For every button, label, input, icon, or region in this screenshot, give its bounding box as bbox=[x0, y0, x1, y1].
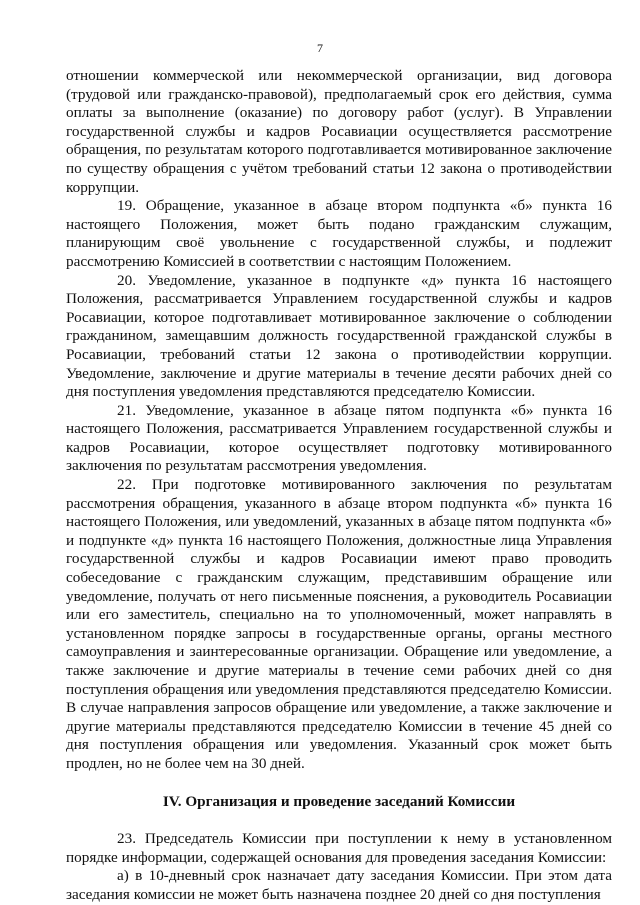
paragraph-19: 19. Обращение, указанное в абзаце втором подпункта «б» пункта 16 настоящего Положения, может быть подано гражданским служащим, планирующим своё увольнение с государственной службы, и подлежит рассмотрению Комиссией в соответствии с настоящим Положением. bbox=[66, 197, 612, 270]
paragraph-21: 21. Уведомление, указанное в абзаце пятом подпункта «б» пункта 16 настоящего Положения, рассматривается Управлением государственной службы и кадров Росавиации, которое осуществляет подготовку мотивированного заключения по результатам рассмотрения уведомления. bbox=[66, 401, 612, 475]
paragraph-23-a: а) в 10-дневный срок назначает дату заседания Комиссии. При этом дата заседания комиссии не может быть назначена позднее 20 дней со дня поступления bbox=[66, 867, 612, 903]
page-number: 7 bbox=[317, 41, 323, 55]
paragraph-18-continuation: отношении коммерческой или некоммерческой организации, вид договора (трудовой или гражданско-правовой), предполагаемый срок его действия, сумма оплаты за выполнение (оказание) по договору работ (услуг). В Управлении государственной службы и кадров Росавиации осуществляется рассмотрение обращения, по результатам которого подготавливается мотивированное заключение по существу обращения с учётом требований статьи 12 закона о противодействии коррупции. bbox=[66, 67, 612, 196]
paragraph-20: 20. Уведомление, указанное в подпункте «д» пункта 16 настоящего Положения, рассматривается Управлением государственной службы и кадров Росавиации, которое подготавливает мотивированное заключение о соблюдении гражданином, замещавшим должность государственной гражданской службы в Росавиации, требований статьи 12 закона о противодействии коррупции. Уведомление, заключение и другие материалы в течение десяти рабочих дней со дня поступления уведомления представляются председателю Комиссии. bbox=[66, 271, 612, 401]
paragraph-22: 22. При подготовке мотивированного заключения по результатам рассмотрения обращения, указанного в абзаце втором подпункта «б» пункта 16 настоящего Положения, или уведомлений, указанных в абзаце пятом подпункта «б» и подпункте «д» пункта 16 настоящего Положения, должностные лица Управления государственной службы и кадров Росавиации имеют право проводить собеседование с гражданским служащим, представившим обращение или уведомление, получать от него письменные пояснения, а руководитель Росавиации или его заместитель, специально на то уполномоченный, может направлять в установленном порядке запросы в государственные органы, органы местного самоуправления и заинтересованные организации. Обращение или уведомление, а также заключение и другие материалы в течение семи рабочих дней со дня поступления обращения или уведомления представляются председателю Комиссии. В случае направления запросов обращение или уведомление, а также заключение и другие материалы представляются председателю Комиссии в течение 45 дней со дня поступления обращения или уведомления. Указанный срок может быть продлен, но не более чем на 30 дней. bbox=[66, 476, 612, 772]
document-body bbox=[66, 67, 612, 905]
section-heading: IV. Организация и проведение заседаний Комиссии bbox=[162, 792, 516, 810]
paragraph-23: 23. Председатель Комиссии при поступлении к нему в установленном порядке информации, содержащей основания для проведения заседания Комиссии: bbox=[66, 830, 612, 866]
